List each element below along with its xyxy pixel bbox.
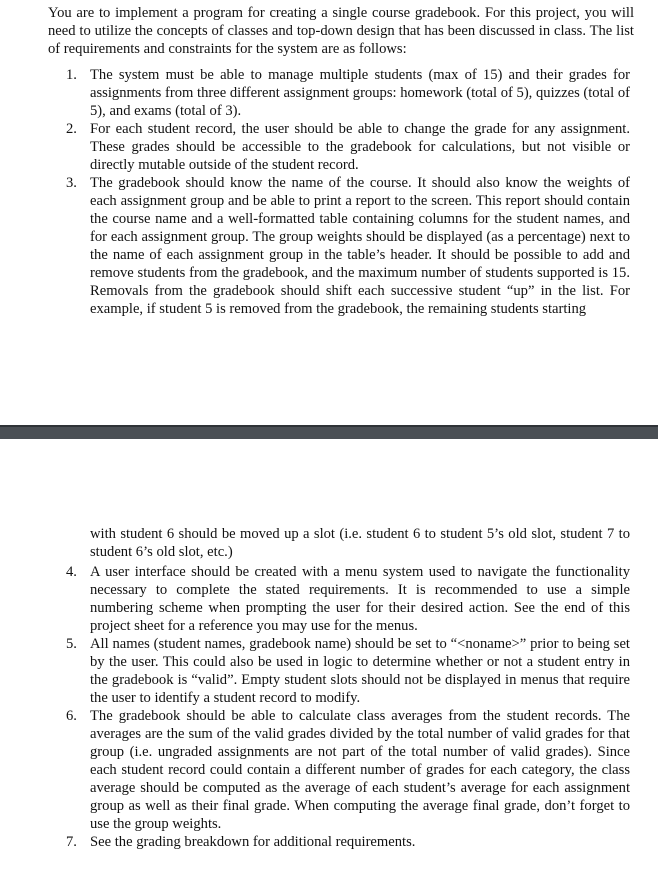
document-page-1	[0, 0, 658, 425]
requirements-list-part-2	[66, 563, 630, 851]
continuation-paragraph: with student 6 should be moved up a slot (i.e. student 6 to student 5’s old slot, student 7 to student 6’s old slot, etc.)	[90, 526, 630, 560]
list-item-number: 6.	[66, 708, 77, 724]
list-item-number: 3.	[66, 175, 77, 191]
list-item	[66, 833, 630, 851]
list-item-number: 5.	[66, 636, 77, 652]
list-item	[66, 174, 630, 318]
list-item-text: See the grading breakdown for additional requirements.	[90, 834, 416, 850]
document-page-2	[0, 439, 658, 869]
list-item	[66, 707, 630, 833]
list-item-text: A user interface should be created with a menu system used to navigate the functionality necessary to complete the stated requirements. It is recommended to use a simple numbering scheme when prompting the user for their desired action. See the end of this project sheet for a reference you may use for the menus.	[90, 564, 630, 634]
list-item-text: The gradebook should be able to calculate class averages from the student records. The averages are the sum of the valid grades divided by the total number of valid grades for that group (i.e. ungraded assignments are not part of the total number of valid grades). Since each student record could contain a different number of grades for each category, the class average should be computed as the average of each student’s average for each assignment group as well as their final grade. When computing the average final grade, don’t forget to use the group weights.	[90, 708, 630, 832]
list-item-text: All names (student names, gradebook name) should be set to “<noname>” prior to being set by the user. This could also be used in logic to determine whether or not a student entry in the gradebook is “valid”. Empty student slots should not be displayed in menus that require the user to identify a student record to modify.	[90, 636, 630, 706]
list-item-text: For each student record, the user should be able to change the grade for any assignment. These grades should be accessible to the gradebook for calculations, but not visible or directly mutable outside of the student record.	[90, 121, 630, 173]
page-separator	[0, 425, 658, 439]
list-item-number: 7.	[66, 834, 77, 850]
list-item-number: 2.	[66, 121, 77, 137]
list-item	[66, 120, 630, 174]
list-item	[66, 66, 630, 120]
list-item-text: The gradebook should know the name of the course. It should also know the weights of each assignment group and be able to print a report to the screen. This report should contain the course name and a well-formatted table containing columns for the student names, and for each assignment group. The group weights should be displayed (as a percentage) next to the name of each assignment group in the table’s header. It should be possible to add and remove students from the gradebook, and the maximum number of students supported is 15. Removals from the gradebook should shift each successive student “up” in the list. For example, if student 5 is removed from the gradebook, the remaining students starting	[90, 175, 630, 317]
list-item	[66, 563, 630, 635]
intro-paragraph: You are to implement a program for creating a single course gradebook. For this project, you will need to utilize the concepts of classes and top-down design that has been discussed in class. The list of requirements and constraints for the system are as follows:	[48, 5, 634, 57]
list-item-text: The system must be able to manage multiple students (max of 15) and their grades for assignments from three different assignment groups: homework (total of 5), quizzes (total of 5), and exams (total of 3).	[90, 67, 630, 119]
requirements-list-part-1	[66, 66, 630, 318]
list-item	[66, 635, 630, 707]
list-item-number: 4.	[66, 564, 77, 580]
list-item-number: 1.	[66, 67, 77, 83]
